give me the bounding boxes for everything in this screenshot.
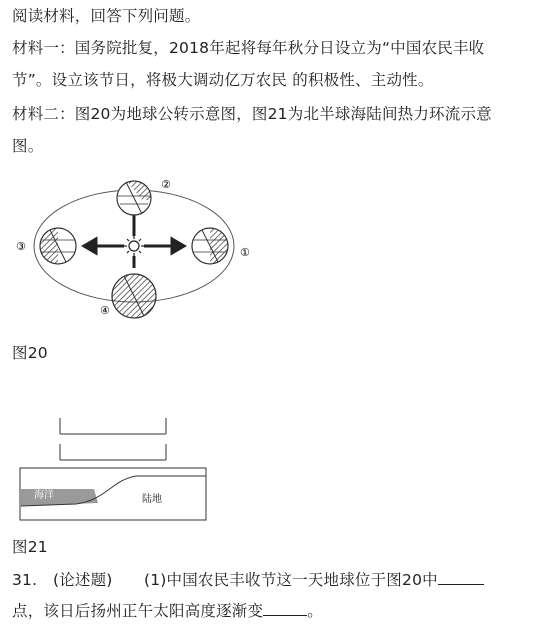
question-part2: 点，该日后扬州正午太阳高度逐渐变 bbox=[12, 602, 264, 620]
material1-line2: 节”。设立该节日，将极大调动亿万农民 的积极性、主动性。 bbox=[12, 71, 434, 89]
land-label: 陆地 bbox=[142, 494, 162, 505]
question-line1 bbox=[12, 570, 484, 590]
label-3: ③ bbox=[16, 240, 26, 253]
figure20-caption: 图20 bbox=[12, 344, 48, 362]
ocean-shape bbox=[21, 489, 98, 506]
figure21-circulation-diagram bbox=[16, 410, 216, 522]
answer-blank-1[interactable] bbox=[438, 570, 484, 585]
label-2: ② bbox=[161, 178, 171, 191]
question-part1: 31. (论述题) (1)中国农民丰收节这一天地球位于图20中 bbox=[12, 571, 438, 589]
label-1: ① bbox=[240, 246, 250, 259]
figure21-caption: 图21 bbox=[12, 538, 48, 556]
answer-blank-2[interactable] bbox=[263, 601, 307, 616]
sun-icon bbox=[124, 236, 144, 256]
material2-line1: 材料二：图20为地球公转示意图，图21为北半球海陆间热力环流示意 bbox=[12, 105, 492, 123]
intro-text: 阅读材料，回答下列问题。 bbox=[12, 7, 201, 25]
earth-position-1 bbox=[192, 228, 228, 264]
material1-line1: 材料一：国务院批复，2018年起将每年秋分日设立为“中国农民丰收 bbox=[12, 39, 485, 57]
label-4: ④ bbox=[100, 304, 110, 317]
ocean-label: 海洋 bbox=[34, 490, 54, 501]
orbit-svg bbox=[14, 168, 266, 326]
earth-position-3 bbox=[40, 228, 76, 264]
question-line2 bbox=[12, 601, 323, 621]
figure20-orbit-diagram bbox=[14, 168, 266, 326]
earth-position-2 bbox=[117, 181, 151, 215]
circulation-svg bbox=[16, 410, 216, 522]
question-end: 。 bbox=[307, 602, 323, 620]
earth-position-4 bbox=[112, 274, 156, 318]
material2-line2: 图。 bbox=[12, 137, 44, 155]
